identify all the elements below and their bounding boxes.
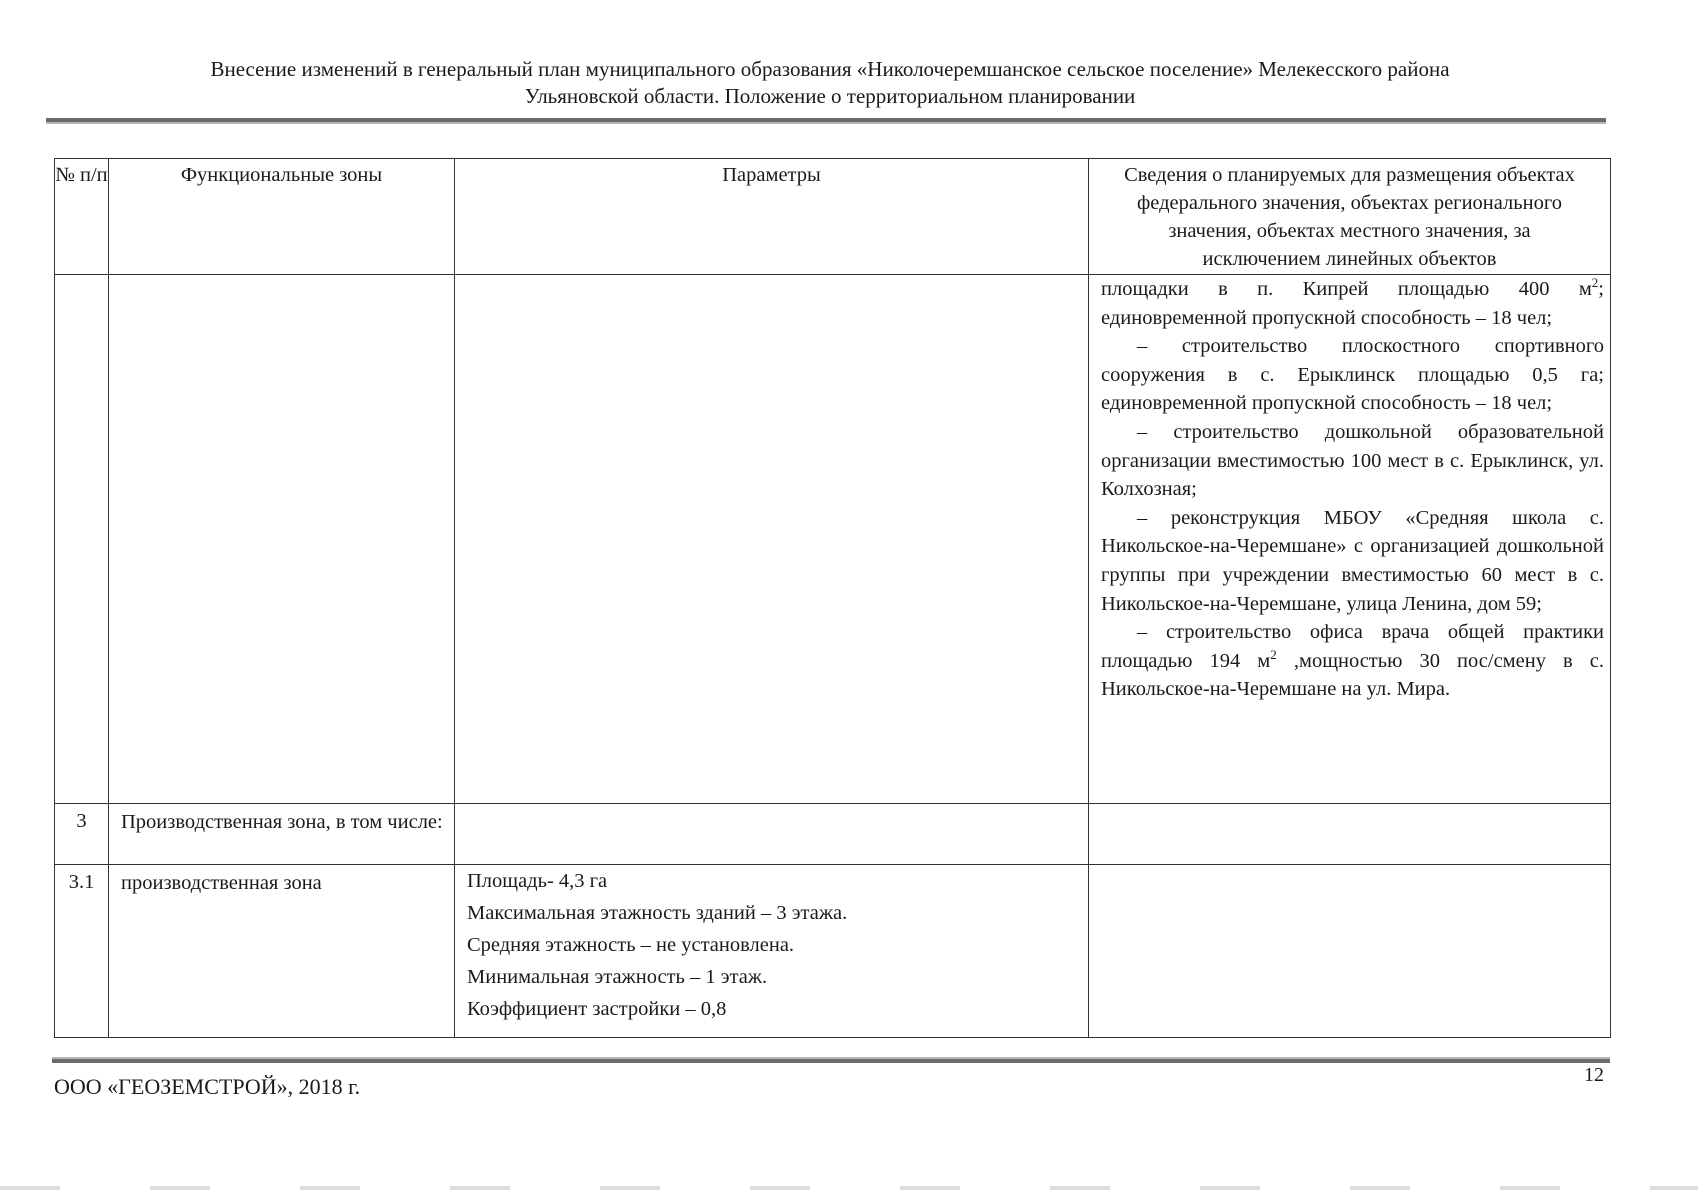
- info-cell: [1089, 275, 1611, 804]
- superscript: 2: [1591, 275, 1599, 291]
- row-number: 3: [55, 804, 109, 865]
- zone-name: Производственная зона, в том числе:: [109, 804, 455, 865]
- table-row: [55, 865, 1611, 1038]
- table-row: [55, 804, 1611, 865]
- param-line: Площадь- 4,3 га: [467, 870, 608, 892]
- superscript: 2: [1270, 646, 1277, 662]
- param-line: Минимальная этажность – 1 этаж.: [467, 966, 768, 988]
- header-zones: Функциональные зоны: [109, 159, 455, 275]
- header-params: Параметры: [455, 159, 1089, 275]
- info-text: площадки в п. Кипрей площадью 400 м: [1101, 278, 1592, 300]
- param-line: Средняя этажность – не установлена.: [467, 934, 795, 956]
- header-rule: [46, 118, 1606, 124]
- scan-artifact: [0, 1186, 1698, 1190]
- info-paragraph: – реконструкция МБОУ «Средняя школа с. Никольское-на-Черемшане» с организацией дошкольной группы при учреждении вместимостью 60 мест в с. Никольское-на-Черемшане, улица Ленина, дом 59;: [1101, 506, 1604, 615]
- empty-cell: [455, 804, 1089, 865]
- footer-company: ООО «ГЕОЗЕМСТРОЙ», 2018 г.: [54, 1074, 361, 1099]
- zone-name: производственная зона: [109, 865, 455, 1038]
- header-num: № п/п: [55, 159, 109, 275]
- param-line: Максимальная этажность зданий – 3 этажа.: [467, 902, 848, 924]
- header-line-2: Ульяновской области. Положение о территориальном планировании: [524, 84, 1136, 108]
- row-number: 3.1: [55, 865, 109, 1038]
- info-paragraph: [1101, 618, 1604, 704]
- info-paragraph: – строительство плоскостного спортивного сооружения в с. Ерыклинск площадью 0,5 га; единовременной пропускной способность – 18 чел;: [1101, 335, 1604, 415]
- info-paragraph: – строительство дошкольной образовательной организации вместимостью 100 мест в с. Ерыклинск, ул. Колхозная;: [1101, 420, 1604, 501]
- table-header-row: [55, 159, 1611, 275]
- empty-cell: [109, 275, 455, 804]
- header-info: Сведения о планируемых для размещения объектах федерального значения, объектах регионального значения, объектах местного значения, за исключением линейных объектов: [1089, 159, 1611, 275]
- info-paragraph: [1101, 275, 1604, 332]
- empty-cell: [455, 275, 1089, 804]
- info-text: ; единовременной пропускной способность – 18 чел;: [1101, 278, 1604, 329]
- page-header: [60, 56, 1600, 110]
- page-number: 12: [1584, 1064, 1604, 1086]
- params-cell: [455, 865, 1089, 1038]
- footer-rule: [52, 1057, 1610, 1063]
- info-text: – строительство офиса врача общей практики площадью 194 м: [1101, 621, 1604, 672]
- table-row: [55, 275, 1611, 804]
- zones-table: [54, 158, 1611, 1038]
- empty-cell: [1089, 865, 1611, 1038]
- empty-cell: [55, 275, 109, 804]
- info-text: ,мощностью 30 пос/смену в с. Никольское-на-Черемшане на ул. Мира.: [1101, 649, 1604, 701]
- param-line: Коэффициент застройки – 0,8: [467, 998, 727, 1020]
- header-line-1: Внесение изменений в генеральный план муниципального образования «Николочеремшанское сельское поселение» Мелекесского района: [210, 57, 1450, 81]
- empty-cell: [1089, 804, 1611, 865]
